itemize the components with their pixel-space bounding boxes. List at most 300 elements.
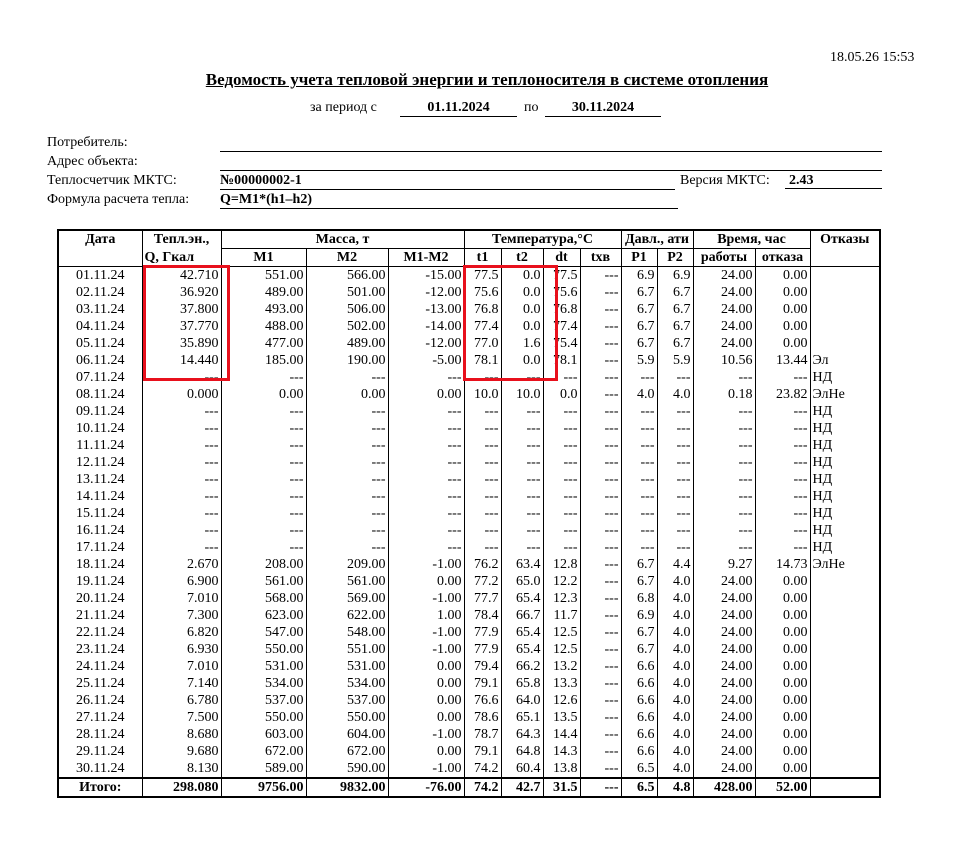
cell-date: 17.11.24 [58,539,142,556]
cell-m2: 548.00 [306,624,388,641]
cell-date: 18.11.24 [58,556,142,573]
cell-m1-m2: 0.00 [388,709,464,726]
cell-m1: 568.00 [221,590,306,607]
cell-p1: 6.7 [621,573,657,590]
table-row [58,590,880,607]
consumer-value-line [220,135,882,152]
cell-m2: --- [306,471,388,488]
cell-dt: 14.3 [543,743,580,760]
cell-date: 28.11.24 [58,726,142,743]
cell-p1: 4.0 [621,386,657,403]
cell-m1: 534.00 [221,675,306,692]
cell-m2: --- [306,539,388,556]
cell-failure [810,658,880,675]
cell-m1: --- [221,505,306,522]
cell-fail-time: 0.00 [755,284,810,301]
cell-p1: 6.8 [621,590,657,607]
cell-date: 04.11.24 [58,318,142,335]
cell-heat-q: --- [142,522,221,539]
cell-t1: --- [464,488,501,505]
table-row [58,403,880,420]
cell-txv: --- [580,692,621,709]
cell-txv: --- [580,420,621,437]
cell-failure: НД [810,522,880,539]
table-row [58,488,880,505]
cell-p1: 6.6 [621,658,657,675]
table-row [58,318,880,335]
cell-m2: --- [306,488,388,505]
cell-date: 01.11.24 [58,267,142,285]
cell-p2: 5.9 [657,352,693,369]
cell-m1-m2: --- [388,437,464,454]
cell-date: 16.11.24 [58,522,142,539]
cell-work-time: 24.00 [693,318,755,335]
version-label: Версия МКТС: [680,173,770,188]
consumer-label: Потребитель: [47,135,128,150]
header-pressure: Давл., ати [621,230,693,249]
cell-fail-time: 0.00 [755,590,810,607]
formula-label: Формула расчета тепла: [47,192,190,207]
cell-dt: --- [543,369,580,386]
cell-t1: 76.6 [464,692,501,709]
cell-txv: --- [580,284,621,301]
cell-p2: 4.0 [657,692,693,709]
cell-m1-m2: -15.00 [388,267,464,285]
cell-m2: 561.00 [306,573,388,590]
cell-heat-q: 37.770 [142,318,221,335]
cell-p1: 5.9 [621,352,657,369]
table-row [58,556,880,573]
cell-t1: --- [464,437,501,454]
cell-t1: --- [464,454,501,471]
cell-dt: 13.5 [543,709,580,726]
cell-p2: 4.0 [657,709,693,726]
cell-m1-m2: -14.00 [388,318,464,335]
cell-p2: 4.0 [657,573,693,590]
cell-p1: 6.7 [621,641,657,658]
cell-t2: 42.7 [501,778,543,797]
cell-fail-time: --- [755,471,810,488]
cell-m1: --- [221,437,306,454]
cell-failure [810,335,880,352]
cell-p1: 6.7 [621,335,657,352]
cell-work-time: 24.00 [693,658,755,675]
cell-m1-m2: 0.00 [388,658,464,675]
cell-fail-time: 0.00 [755,301,810,318]
cell-failure: НД [810,369,880,386]
cell-t2: --- [501,488,543,505]
cell-work-time: 24.00 [693,573,755,590]
cell-t2: --- [501,420,543,437]
cell-p2: --- [657,437,693,454]
report-timestamp: 18.05.26 15:53 [830,50,915,65]
header-p2: P2 [657,249,693,267]
cell-t2: --- [501,454,543,471]
cell-m1: --- [221,403,306,420]
cell-t1: 74.2 [464,778,501,797]
cell-p1: 6.7 [621,556,657,573]
cell-p1: 6.6 [621,743,657,760]
cell-txv: --- [580,301,621,318]
table-row [58,284,880,301]
header-t1: t1 [464,249,501,267]
cell-dt: 13.2 [543,658,580,675]
cell-m1: 551.00 [221,267,306,285]
cell-m1-m2: --- [388,369,464,386]
cell-m1-m2: --- [388,539,464,556]
cell-m1-m2: 0.00 [388,675,464,692]
cell-m1-m2: -1.00 [388,760,464,778]
cell-m1-m2: --- [388,403,464,420]
cell-t2: 63.4 [501,556,543,573]
cell-dt: 77.4 [543,318,580,335]
cell-m1-m2: --- [388,505,464,522]
cell-dt: 78.1 [543,352,580,369]
cell-txv: --- [580,573,621,590]
cell-m2: 190.00 [306,352,388,369]
cell-t2: 65.1 [501,709,543,726]
cell-m2: 506.00 [306,301,388,318]
cell-p2: 6.9 [657,267,693,285]
cell-m1: 623.00 [221,607,306,624]
cell-txv: --- [580,454,621,471]
cell-m2: --- [306,522,388,539]
cell-fail-time: 0.00 [755,573,810,590]
cell-t2: 66.7 [501,607,543,624]
cell-fail-time: 0.00 [755,318,810,335]
header-heat-bottom: Q, Гкал [142,249,221,267]
cell-t1: 78.7 [464,726,501,743]
cell-txv: --- [580,607,621,624]
cell-p2: 4.0 [657,658,693,675]
cell-m1-m2: -5.00 [388,352,464,369]
cell-m1-m2: --- [388,420,464,437]
cell-fail-time: 0.00 [755,607,810,624]
cell-work-time: --- [693,471,755,488]
cell-txv: --- [580,267,621,285]
period-from-value: 01.11.2024 [400,100,517,117]
table-row [58,726,880,743]
cell-date: 20.11.24 [58,590,142,607]
cell-txv: --- [580,403,621,420]
cell-dt: 31.5 [543,778,580,797]
cell-work-time: --- [693,437,755,454]
cell-heat-q: 6.780 [142,692,221,709]
cell-t1: 74.2 [464,760,501,778]
cell-work-time: 10.56 [693,352,755,369]
cell-fail-time: 0.00 [755,658,810,675]
cell-failure: НД [810,437,880,454]
cell-m2: 590.00 [306,760,388,778]
cell-heat-q: --- [142,437,221,454]
cell-heat-q: --- [142,471,221,488]
cell-heat-q: 7.140 [142,675,221,692]
cell-fail-time: 13.44 [755,352,810,369]
cell-date: 09.11.24 [58,403,142,420]
cell-p2: --- [657,505,693,522]
cell-m2: 551.00 [306,641,388,658]
cell-txv: --- [580,760,621,778]
cell-m1-m2: -12.00 [388,284,464,301]
cell-p1: 6.5 [621,778,657,797]
table-row [58,675,880,692]
cell-dt: 12.3 [543,590,580,607]
cell-m1: 489.00 [221,284,306,301]
cell-failure: НД [810,505,880,522]
cell-p1: 6.6 [621,692,657,709]
cell-p2: 6.7 [657,335,693,352]
cell-heat-q: 6.820 [142,624,221,641]
cell-m1-m2: -1.00 [388,590,464,607]
cell-p2: 4.0 [657,675,693,692]
cell-m1-m2: --- [388,522,464,539]
cell-m1: 208.00 [221,556,306,573]
cell-failure [810,760,880,778]
version-value: 2.43 [785,173,882,189]
cell-failure [810,607,880,624]
cell-date: 21.11.24 [58,607,142,624]
cell-m1: 477.00 [221,335,306,352]
cell-t2: 0.0 [501,267,543,285]
cell-date: 25.11.24 [58,675,142,692]
address-value-line [220,154,882,171]
cell-p2: --- [657,522,693,539]
cell-heat-q: --- [142,420,221,437]
cell-txv: --- [580,335,621,352]
header-txv: tхв [580,249,621,267]
cell-heat-q: 8.680 [142,726,221,743]
cell-fail-time: --- [755,369,810,386]
cell-txv: --- [580,675,621,692]
cell-fail-time: 0.00 [755,624,810,641]
cell-m1: --- [221,539,306,556]
cell-m1: 493.00 [221,301,306,318]
table-row [58,641,880,658]
cell-m1-m2: 0.00 [388,386,464,403]
cell-failure [810,284,880,301]
cell-m1: --- [221,369,306,386]
cell-m1: 561.00 [221,573,306,590]
cell-m2: --- [306,369,388,386]
cell-fail-time: --- [755,522,810,539]
cell-dt: 75.6 [543,284,580,301]
cell-date: 08.11.24 [58,386,142,403]
total-row [58,778,880,797]
cell-dt: --- [543,505,580,522]
cell-dt: --- [543,454,580,471]
header-heat-top: Тепл.эн., [142,230,221,249]
cell-p2: 4.8 [657,778,693,797]
cell-t2: --- [501,403,543,420]
cell-work-time: --- [693,505,755,522]
cell-m2: 531.00 [306,658,388,675]
cell-heat-q: --- [142,369,221,386]
cell-m1-m2: -1.00 [388,556,464,573]
cell-heat-q: --- [142,505,221,522]
cell-failure: НД [810,539,880,556]
cell-work-time: --- [693,539,755,556]
cell-heat-q: 8.130 [142,760,221,778]
cell-fail-time: --- [755,488,810,505]
cell-work-time: 24.00 [693,301,755,318]
cell-failure: НД [810,420,880,437]
cell-t2: 1.6 [501,335,543,352]
cell-txv: --- [580,624,621,641]
cell-date: 12.11.24 [58,454,142,471]
cell-dt: --- [543,539,580,556]
cell-date: 06.11.24 [58,352,142,369]
header-time: Время, час [693,230,810,249]
cell-t1: --- [464,403,501,420]
cell-p1: --- [621,420,657,437]
cell-date: 29.11.24 [58,743,142,760]
cell-t1: 76.2 [464,556,501,573]
cell-heat-q: 7.300 [142,607,221,624]
cell-work-time: 428.00 [693,778,755,797]
table-row [58,505,880,522]
cell-dt: --- [543,522,580,539]
cell-m1: --- [221,488,306,505]
cell-work-time: 24.00 [693,726,755,743]
cell-m1-m2: --- [388,488,464,505]
cell-fail-time: 0.00 [755,692,810,709]
cell-p2: 4.0 [657,726,693,743]
cell-p2: 6.7 [657,318,693,335]
cell-failure: НД [810,488,880,505]
cell-failure [810,267,880,285]
cell-m2: 502.00 [306,318,388,335]
table-row [58,369,880,386]
cell-dt: --- [543,403,580,420]
cell-heat-q: 6.900 [142,573,221,590]
cell-t2: 0.0 [501,284,543,301]
cell-t2: 65.8 [501,675,543,692]
cell-txv: --- [580,726,621,743]
cell-p1: --- [621,522,657,539]
cell-m1: 603.00 [221,726,306,743]
cell-p1: 6.9 [621,607,657,624]
cell-txv: --- [580,437,621,454]
cell-work-time: --- [693,403,755,420]
cell-fail-time: 52.00 [755,778,810,797]
table-row [58,386,880,403]
cell-p2: 4.0 [657,386,693,403]
period-row [0,100,974,120]
cell-work-time: 24.00 [693,743,755,760]
cell-p1: --- [621,403,657,420]
cell-failure [810,318,880,335]
cell-work-time: --- [693,454,755,471]
cell-fail-time: 0.00 [755,675,810,692]
cell-m1-m2: -1.00 [388,641,464,658]
cell-work-time: 24.00 [693,267,755,285]
cell-failure [810,624,880,641]
cell-t1: 77.7 [464,590,501,607]
cell-t1: --- [464,420,501,437]
cell-dt: 11.7 [543,607,580,624]
cell-p2: 4.0 [657,760,693,778]
cell-t1: 78.6 [464,709,501,726]
cell-work-time: 24.00 [693,709,755,726]
header-date-blank [58,249,142,267]
cell-p2: 4.0 [657,641,693,658]
cell-failure [810,675,880,692]
cell-m1-m2: -13.00 [388,301,464,318]
cell-fail-time: 0.00 [755,726,810,743]
cell-fail-time: 0.00 [755,335,810,352]
cell-txv: --- [580,522,621,539]
cell-m2: 501.00 [306,284,388,301]
cell-m2: --- [306,403,388,420]
cell-failure [810,743,880,760]
cell-work-time: 0.18 [693,386,755,403]
cell-m1-m2: 0.00 [388,692,464,709]
header-t2: t2 [501,249,543,267]
cell-m2: 537.00 [306,692,388,709]
cell-date: 24.11.24 [58,658,142,675]
cell-fail-time: 0.00 [755,641,810,658]
cell-m1-m2: -76.00 [388,778,464,797]
cell-m1: 672.00 [221,743,306,760]
cell-p2: --- [657,403,693,420]
header-p1: P1 [621,249,657,267]
cell-t2: 65.0 [501,573,543,590]
cell-date: 03.11.24 [58,301,142,318]
cell-txv: --- [580,539,621,556]
cell-heat-q: --- [142,539,221,556]
cell-m2: --- [306,454,388,471]
cell-date: 22.11.24 [58,624,142,641]
cell-t1: 78.4 [464,607,501,624]
cell-work-time: 24.00 [693,624,755,641]
cell-work-time: 24.00 [693,641,755,658]
cell-work-time: --- [693,420,755,437]
cell-t1: 77.2 [464,573,501,590]
cell-date: 19.11.24 [58,573,142,590]
table-row [58,743,880,760]
cell-work-time: 24.00 [693,760,755,778]
cell-txv: --- [580,369,621,386]
cell-m2: 550.00 [306,709,388,726]
cell-p1: 6.7 [621,318,657,335]
cell-m2: --- [306,505,388,522]
cell-dt: 13.3 [543,675,580,692]
cell-date: 30.11.24 [58,760,142,778]
cell-t2: 66.2 [501,658,543,675]
cell-fail-time: 0.00 [755,743,810,760]
cell-heat-q: 37.800 [142,301,221,318]
table-row [58,454,880,471]
cell-work-time: 24.00 [693,284,755,301]
cell-t2: 65.4 [501,641,543,658]
cell-m2: 0.00 [306,386,388,403]
cell-m1: --- [221,522,306,539]
cell-txv: --- [580,488,621,505]
cell-heat-q: 2.670 [142,556,221,573]
table-row [58,573,880,590]
cell-txv: --- [580,386,621,403]
cell-work-time: 24.00 [693,335,755,352]
cell-t1: --- [464,471,501,488]
cell-t2: 60.4 [501,760,543,778]
cell-failure: ЭлНе [810,386,880,403]
cell-txv: --- [580,658,621,675]
cell-heat-q: --- [142,488,221,505]
cell-p2: --- [657,539,693,556]
cell-heat-q: 36.920 [142,284,221,301]
cell-failure: ЭлНе [810,556,880,573]
table-row [58,760,880,778]
